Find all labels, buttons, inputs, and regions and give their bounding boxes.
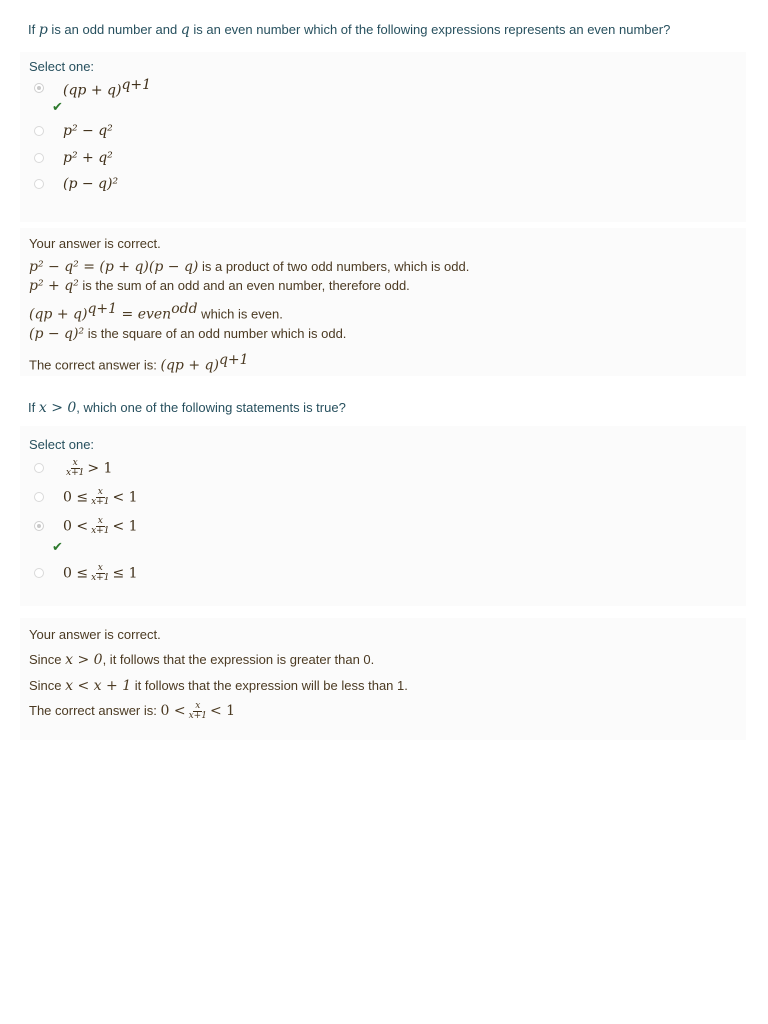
radio-icon[interactable] xyxy=(34,463,44,473)
question-1-answer-block xyxy=(20,52,746,222)
check-icon: ✔ xyxy=(52,539,63,554)
q1-var-p: p xyxy=(38,22,48,38)
q1-feedback-status: Your answer is correct. xyxy=(29,236,161,251)
question-2-text: If x > 0, which one of the following statements is true? xyxy=(28,400,346,416)
q1-feedback-line-4: (p − q)² is the square of an odd number which is odd. xyxy=(29,326,347,342)
question-1-text xyxy=(28,22,670,38)
q1-feedback xyxy=(20,228,746,376)
q1-option-1[interactable]: (qp + q)$^{q+1}$ xyxy=(34,78,151,98)
q1-var-q: q xyxy=(180,22,190,38)
q1-option-4[interactable]: (p − q)² xyxy=(34,174,118,194)
q1-prompt-post: is an even number which of the following expressions represents an even number? xyxy=(189,22,671,37)
q2-select-label: Select one: xyxy=(29,437,95,452)
q2-feedback-status: Your answer is correct. xyxy=(29,627,161,642)
radio-icon[interactable] xyxy=(34,492,44,502)
question-2-answer-block xyxy=(20,426,746,606)
q2-option-4[interactable]: 0 ≤ $\frac{x}{x+1}$ ≤ 1 xyxy=(34,563,138,583)
q1-correct-answer: The correct answer is: (qp + q)$^{q+1}$ xyxy=(29,352,249,374)
radio-icon[interactable] xyxy=(34,568,44,578)
q2-option-3[interactable]: 0 < $\frac{x}{x+1}$ < 1 xyxy=(34,516,138,536)
q1-select-label: Select one: xyxy=(29,59,95,74)
q2-feedback-line-2: Since x < x + 1 it follows that the expression will be less than 1. xyxy=(29,678,408,694)
q2-option-2[interactable]: 0 ≤ $\frac{x}{x+1}$ < 1 xyxy=(34,487,138,507)
q1-option-2[interactable]: p² − q² xyxy=(34,121,113,141)
radio-icon[interactable] xyxy=(34,126,44,136)
radio-icon[interactable] xyxy=(34,179,44,189)
q2-feedback-line-1: Since x > 0, it follows that the expression is greater than 0. xyxy=(29,652,375,668)
q2-prompt-math: x > 0 xyxy=(38,400,77,416)
q2-feedback xyxy=(20,618,746,740)
radio-icon[interactable] xyxy=(34,153,44,163)
radio-icon[interactable] xyxy=(34,83,44,93)
q1-prompt-pre: If xyxy=(28,22,39,37)
check-icon: ✔ xyxy=(52,99,63,114)
q2-option-1[interactable]: $\frac{x}{x+1}$ > 1 xyxy=(34,458,112,478)
q1-feedback-line-1: p² − q² = (p + q)(p − q) is a product of two odd numbers, which is odd. xyxy=(29,259,470,275)
radio-icon[interactable] xyxy=(34,521,44,531)
q1-option-3[interactable]: p² + q² xyxy=(34,148,113,168)
q1-feedback-line-3: (qp + q)$^{q+1}$ = even$^{odd}$ which is even. xyxy=(29,301,283,323)
q1-feedback-line-2: p² + q² is the sum of an odd and an even number, therefore odd. xyxy=(29,278,410,294)
q2-correct-answer: The correct answer is: 0 < $\frac{x}{x+1}$ < 1 xyxy=(29,701,236,721)
q1-prompt-mid: is an odd number and xyxy=(47,22,181,37)
